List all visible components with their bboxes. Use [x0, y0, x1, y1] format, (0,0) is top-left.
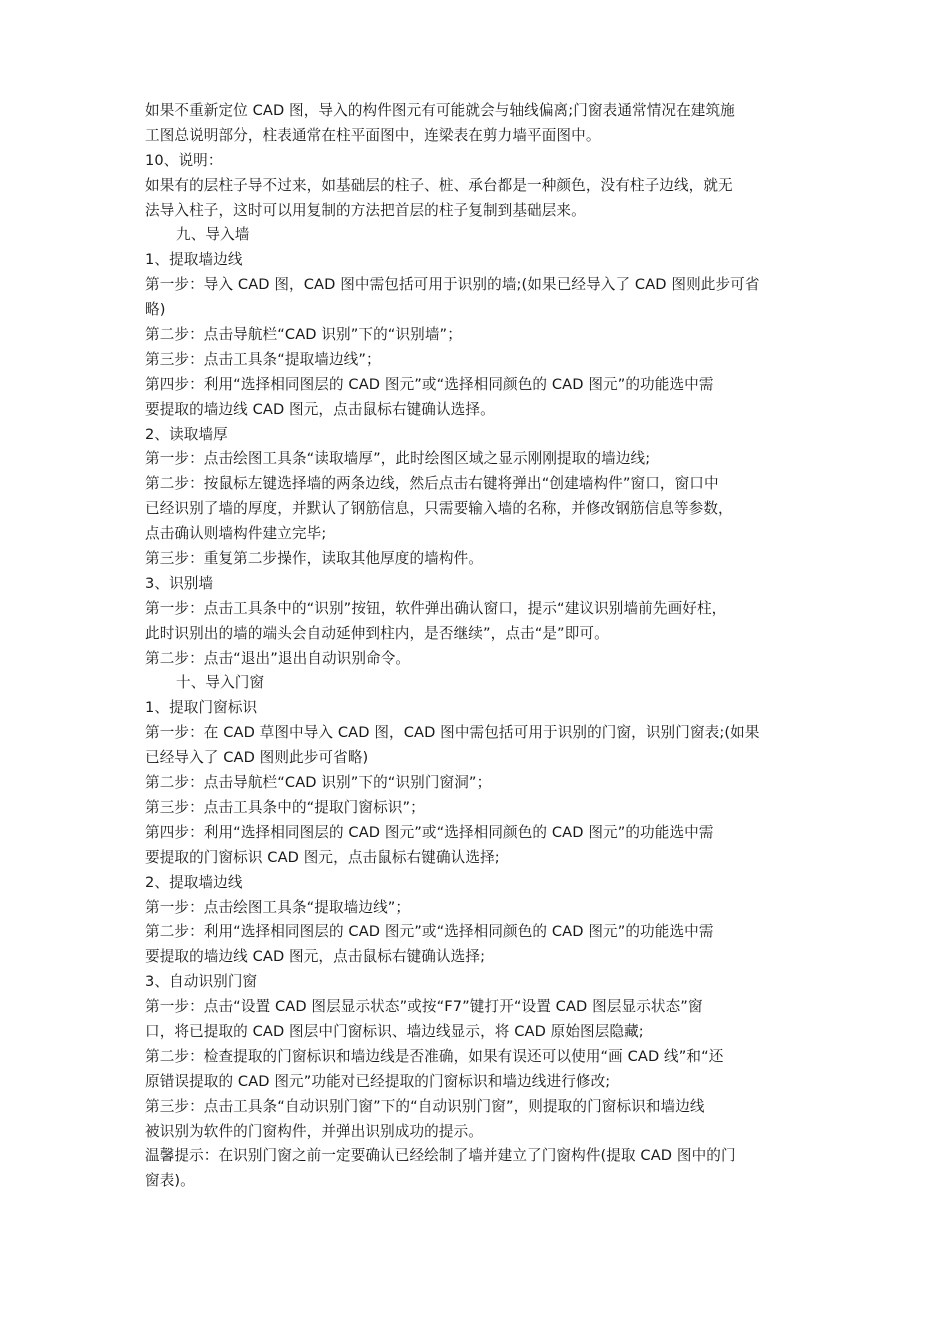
text-line: 第四步：利用“选择相同图层的 CAD 图元”或“选择相同颜色的 CAD 图元”的功能选中需 [145, 823, 714, 841]
text-line: 工图总说明部分，柱表通常在柱平面图中，连梁表在剪力墙平面图中。 [145, 126, 601, 144]
text-line: 第二步：点击“退出”退出自动识别命令。 [145, 649, 411, 667]
text-line: 第三步：点击工具条中的“提取门窗标识”； [145, 798, 425, 816]
document-body [145, 99, 810, 1194]
text-line: 第一步：点击工具条中的“识别”按钮，软件弹出确认窗口，提示“建议识别墙前先画好柱， [145, 599, 727, 617]
text-line: 第二步：点击导航栏“CAD 识别”下的“识别门窗洞”； [145, 774, 492, 792]
text-line: 2、提取墙边线 [145, 873, 243, 891]
text-line: 第一步：在 CAD 草图中导入 CAD 图，CAD 图中需包括可用于识别的门窗，识别门窗表;(如果 [145, 724, 760, 742]
text-line: 要提取的墙边线 CAD 图元，点击鼠标右键确认选择。 [145, 400, 495, 418]
text-line: 略) [145, 301, 166, 319]
text-line: 如果有的层柱子导不过来，如基础层的柱子、桩、承台都是一种颜色，没有柱子边线，就无 [145, 176, 733, 194]
text-line: 3、识别墙 [145, 574, 214, 592]
text-line: 被识别为软件的门窗构件，并弹出识别成功的提示。 [145, 1122, 483, 1140]
text-line: 第二步：利用“选择相同图层的 CAD 图元”或“选择相同颜色的 CAD 图元”的功能选中需 [145, 923, 714, 941]
text-line: 3、自动识别门窗 [145, 973, 258, 991]
text-line: 第一步：点击绘图工具条“读取墙厚”，此时绘图区域之显示刚刚提取的墙边线; [145, 450, 651, 468]
text-line: 2、读取墙厚 [145, 425, 228, 443]
section-heading: 十、导入门窗 [176, 674, 265, 692]
text-line: 1、提取门窗标识 [145, 699, 258, 717]
text-line: 第二步：按鼠标左键选择墙的两条边线，然后点击右键将弹出“创建墙构件”窗口，窗口中 [145, 475, 719, 493]
text-line: 第一步：点击“设置 CAD 图层显示状态”或按“F7”键打开“设置 CAD 图层显示状态”窗 [145, 998, 703, 1016]
text-line: 第四步：利用“选择相同图层的 CAD 图元”或“选择相同颜色的 CAD 图元”的功能选中需 [145, 375, 714, 393]
text-line: 如果不重新定位 CAD 图，导入的构件图元有可能就会与轴线偏离;门窗表通常情况在建筑施 [145, 102, 735, 119]
text-line: 温馨提示：在识别门窗之前一定要确认已经绘制了墙并建立了门窗构件(提取 CAD 图中的门 [145, 1147, 736, 1165]
text-line: 口，将已提取的 CAD 图层中门窗标识、墙边线显示，将 CAD 原始图层隐藏; [145, 1022, 644, 1040]
text-line: 法导入柱子，这时可以用复制的方法把首层的柱子复制到基础层来。 [145, 201, 586, 219]
text-line: 要提取的门窗标识 CAD 图元，点击鼠标右键确认选择; [145, 848, 500, 866]
text-line: 第二步：点击导航栏“CAD 识别”下的“识别墙”； [145, 326, 462, 344]
text-line: 此时识别出的墙的端头会自动延伸到柱内，是否继续”，点击“是”即可。 [145, 624, 609, 642]
text-line: 已经识别了墙的厚度，并默认了钢筋信息，只需要输入墙的名称，并修改钢筋信息等参数， [145, 500, 733, 518]
section-heading: 九、导入墙 [176, 226, 250, 244]
text-line: 第二步：检查提取的门窗标识和墙边线是否准确，如果有误还可以使用“画 CAD 线”和“还 [145, 1047, 724, 1065]
text-line: 原错误提取的 CAD 图元”功能对已经提取的门窗标识和墙边线进行修改; [145, 1072, 611, 1090]
text-line: 第三步：重复第二步操作，读取其他厚度的墙构件。 [145, 550, 483, 568]
text-line: 窗表)。 [145, 1172, 195, 1190]
text-line: 第三步：点击工具条“自动识别门窗”下的“自动识别门窗”，则提取的门窗标识和墙边线 [145, 1097, 705, 1115]
text-line: 已经导入了 CAD 图则此步可省略) [145, 749, 369, 767]
text-line: 第一步：点击绘图工具条“提取墙边线”； [145, 898, 411, 916]
text-line: 点击确认则墙构件建立完毕; [145, 525, 327, 543]
text-line: 1、提取墙边线 [145, 251, 243, 269]
text-line: 第三步：点击工具条“提取墙边线”； [145, 350, 381, 368]
text-line: 要提取的墙边线 CAD 图元，点击鼠标右键确认选择; [145, 948, 486, 966]
text-line: 10、说明： [145, 151, 223, 169]
text-line: 第一步：导入 CAD 图，CAD 图中需包括可用于识别的墙;(如果已经导入了 CAD 图则此步可省 [145, 276, 760, 294]
